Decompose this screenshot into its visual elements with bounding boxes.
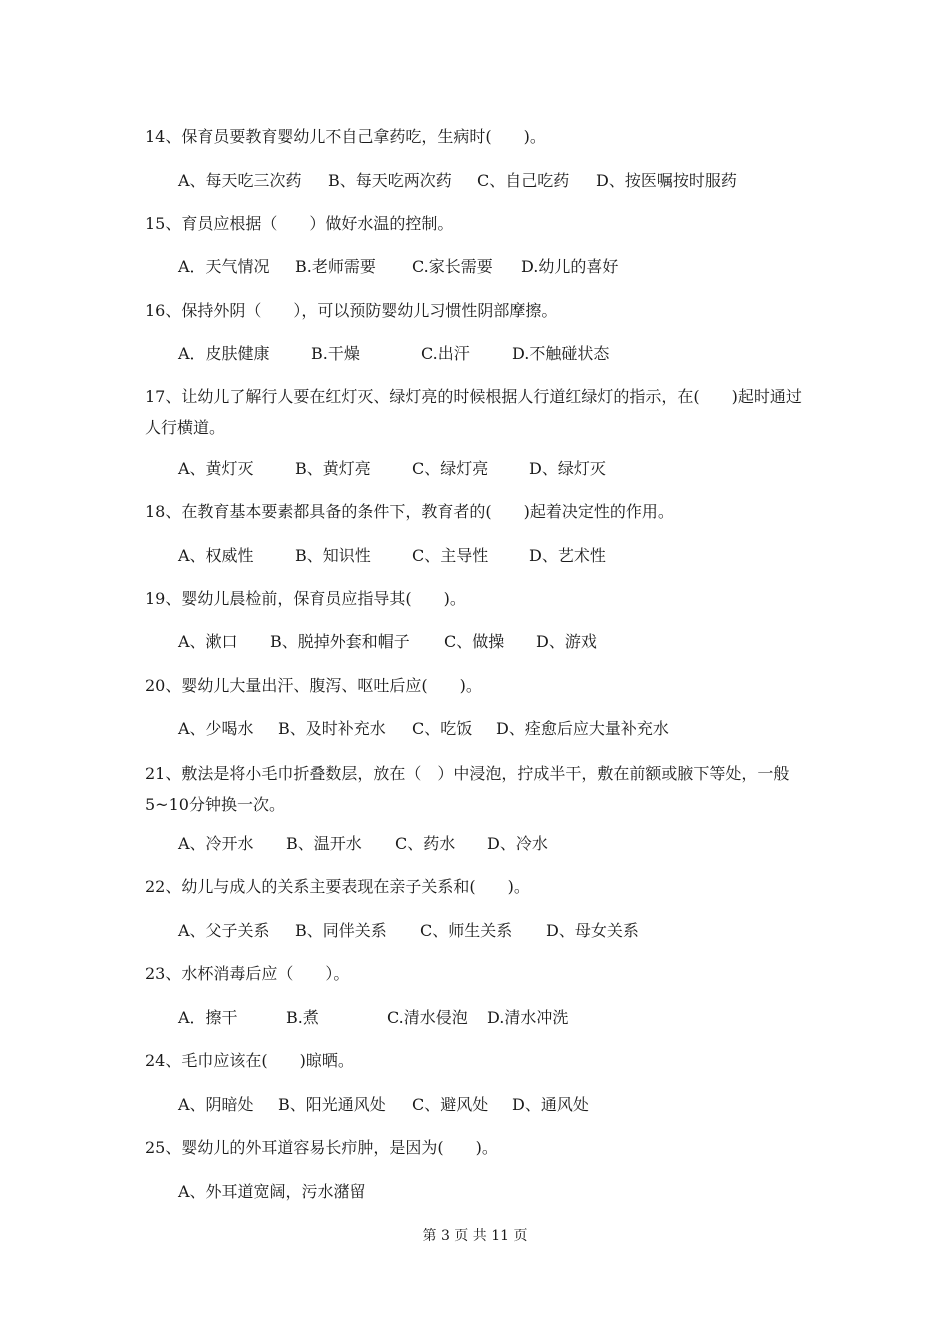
option: A、黄灯灭 xyxy=(178,459,254,478)
question-options xyxy=(178,833,810,855)
option: C、师生关系 xyxy=(420,921,513,940)
option: A、漱口 xyxy=(178,632,238,651)
option: B、温开水 xyxy=(286,834,362,853)
option: D.不触碰状态 xyxy=(512,344,610,363)
option: A．擦干 xyxy=(178,1008,238,1027)
question-stem: 21、敷法是将小毛巾折叠数层，放在（ ）中浸泡，拧成半干，敷在前额或腋下等处，一般5~10分钟换一次。 xyxy=(145,764,790,814)
option: A．天气情况 xyxy=(178,257,270,276)
option: A、阴暗处 xyxy=(178,1095,254,1114)
option: C.家长需要 xyxy=(412,257,493,276)
question-options xyxy=(178,920,810,942)
question-options xyxy=(178,545,810,567)
option: D、按医嘱按时服药 xyxy=(596,171,737,190)
option: B、阳光通风处 xyxy=(278,1095,386,1114)
option: B、同伴关系 xyxy=(295,921,387,940)
question-stem: 24、毛巾应该在( )晾晒。 xyxy=(145,1051,354,1070)
option: B.干燥 xyxy=(311,344,360,363)
option: B、及时补充水 xyxy=(278,719,386,738)
option: D、通风处 xyxy=(512,1095,589,1114)
question-options xyxy=(178,1181,810,1203)
question-stem: 17、让幼儿了解行人要在红灯灭、绿灯亮的时候根据人行道红绿灯的指示，在( )起时通过人行横道。 xyxy=(145,387,802,437)
option: C、自己吃药 xyxy=(477,171,570,190)
option: D、冷水 xyxy=(487,834,548,853)
question-stem: 22、幼儿与成人的关系主要表现在亲子关系和( )。 xyxy=(145,877,530,896)
question-options xyxy=(178,1094,810,1116)
option: C、主导性 xyxy=(412,546,489,565)
question-options xyxy=(178,458,810,480)
question-options xyxy=(178,718,810,740)
option: A、权威性 xyxy=(178,546,254,565)
option: A、外耳道宽阔，污水潴留 xyxy=(178,1182,366,1201)
option: C、吃饭 xyxy=(412,719,473,738)
option: A．皮肤健康 xyxy=(178,344,270,363)
question-options xyxy=(178,170,810,192)
question-stem: 18、在教育基本要素都具备的条件下，教育者的( )起着决定性的作用。 xyxy=(145,502,674,521)
option: D.幼儿的喜好 xyxy=(521,257,619,276)
option: D、游戏 xyxy=(536,632,597,651)
question-stem: 23、水杯消毒后应（ ）。 xyxy=(145,964,350,983)
question-stem: 15、育员应根据（ ）做好水温的控制。 xyxy=(145,214,454,233)
option: B.煮 xyxy=(286,1008,319,1027)
option: B、每天吃两次药 xyxy=(328,171,452,190)
option: A、父子关系 xyxy=(178,921,270,940)
option: A、每天吃三次药 xyxy=(178,171,302,190)
option: D、绿灯灭 xyxy=(529,459,606,478)
option: B、知识性 xyxy=(295,546,371,565)
question-stem: 20、婴幼儿大量出汗、腹泻、呕吐后应( )。 xyxy=(145,676,482,695)
question-options xyxy=(178,1007,810,1029)
question-stem: 19、婴幼儿晨检前，保育员应指导其( )。 xyxy=(145,589,466,608)
question-stem: 25、婴幼儿的外耳道容易长疖肿，是因为( )。 xyxy=(145,1138,498,1157)
option: D、艺术性 xyxy=(529,546,606,565)
option: B.老师需要 xyxy=(295,257,376,276)
option: D.清水冲洗 xyxy=(487,1008,569,1027)
option: C.清水侵泡 xyxy=(387,1008,468,1027)
option: A、冷开水 xyxy=(178,834,254,853)
option: C、避风处 xyxy=(412,1095,489,1114)
option: D、痊愈后应大量补充水 xyxy=(496,719,669,738)
option: B、黄灯亮 xyxy=(295,459,371,478)
question-stem: 14、保育员要教育婴幼儿不自己拿药吃，生病时( )。 xyxy=(145,127,546,146)
option: A、少喝水 xyxy=(178,719,254,738)
question-options xyxy=(178,631,810,653)
page-number-footer: 第 3 页 共 11 页 xyxy=(422,1228,528,1244)
option: C、药水 xyxy=(395,834,456,853)
option: C、做操 xyxy=(444,632,505,651)
option: B、脱掉外套和帽子 xyxy=(270,632,410,651)
option: C、绿灯亮 xyxy=(412,459,489,478)
question-options xyxy=(178,343,810,365)
option: C.出汗 xyxy=(421,344,470,363)
question-options xyxy=(178,256,810,278)
option: D、母女关系 xyxy=(546,921,639,940)
question-stem: 16、保持外阴（ ），可以预防婴幼儿习惯性阴部摩擦。 xyxy=(145,301,558,320)
